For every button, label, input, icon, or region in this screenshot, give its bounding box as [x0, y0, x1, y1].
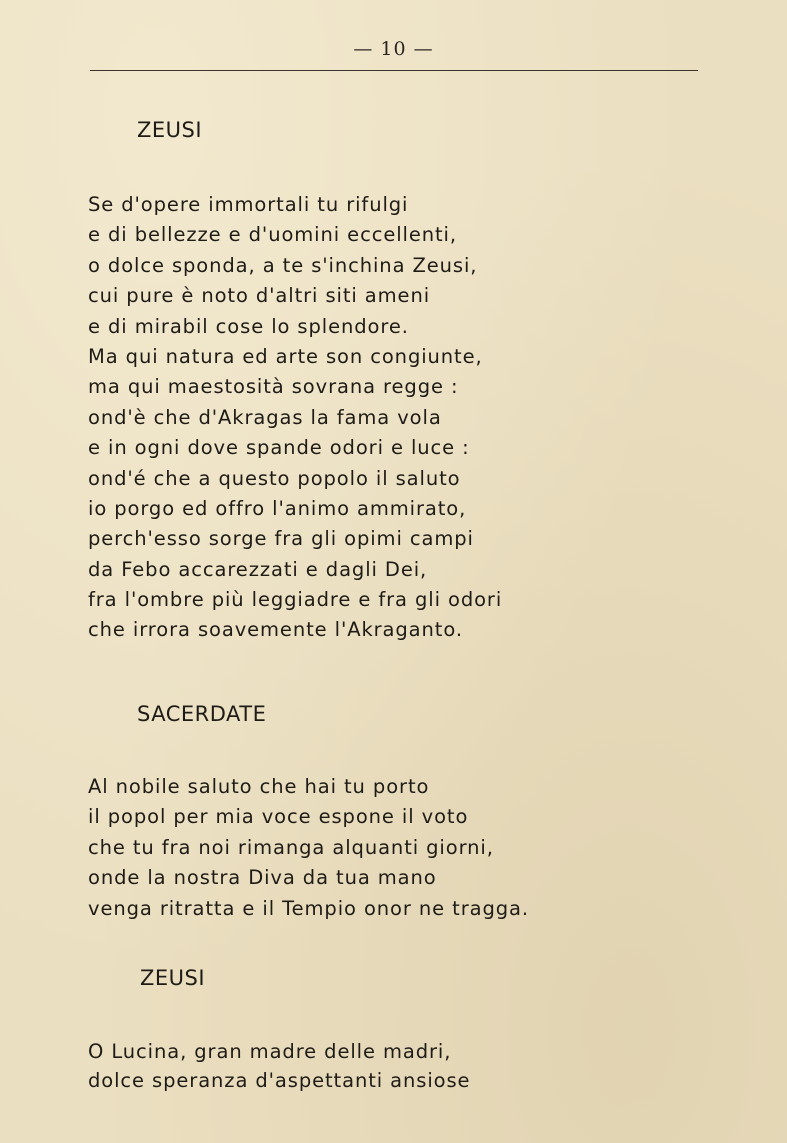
verse-block — [88, 772, 529, 924]
verse-line: Ma qui natura ed arte son congiunte, — [88, 344, 483, 368]
speaker-heading: ZEUSI — [137, 118, 203, 142]
verse-line: io porgo ed offro l'animo ammirato, — [88, 496, 467, 520]
verse-line: o dolce sponda, a te s'inchina Zeusi, — [88, 253, 478, 277]
verse-line: dolce speranza d'aspettanti ansiose — [88, 1069, 471, 1092]
verse-line: onde la nostra Diva da tua mano — [88, 866, 437, 890]
verse-line: perch'esso sorge fra gli opimi campi — [88, 527, 474, 551]
verse-block — [88, 1037, 470, 1095]
speaker-heading: SACERDATE — [137, 702, 267, 726]
verse-line: O Lucina, gran madre delle madri, — [88, 1040, 452, 1063]
verse-line: Se d'opere immortali tu rifulgi — [88, 193, 409, 216]
verse-line: e in ogni dove spande odori e luce : — [88, 436, 470, 460]
verse-line: venga ritratta e il Tempio onor ne tragga. — [88, 896, 529, 920]
header-rule — [90, 70, 698, 71]
verse-line: ond'è che d'Akragas la fama vola — [88, 405, 442, 429]
verse-line: cui pure è noto d'altri siti ameni — [88, 284, 431, 308]
verse-line: il popol per mia voce espone il voto — [88, 805, 469, 829]
verse-line: ma qui maestosità sovrana regge : — [88, 375, 459, 399]
verse-line: fra l'ombre più leggiadre e fra gli odori — [88, 588, 503, 612]
verse-line: che tu fra noi rimanga alquanti giorni, — [88, 835, 494, 859]
page-number: — 10 — — [353, 38, 434, 60]
verse-line: Al nobile saluto che hai tu porto — [88, 775, 430, 798]
verse-line: che irrora soavemente l'Akraganto. — [88, 618, 463, 642]
verse-line: da Febo accarezzati e dagli Dei, — [88, 557, 428, 581]
verse-line: e di bellezze e d'uomini eccellenti, — [88, 223, 457, 247]
speaker-heading: ZEUSI — [140, 966, 206, 990]
verse-line: e di mirabil cose lo splendore. — [88, 314, 409, 338]
verse-block — [88, 190, 502, 646]
verse-line: ond'é che a questo popolo il saluto — [88, 466, 461, 490]
